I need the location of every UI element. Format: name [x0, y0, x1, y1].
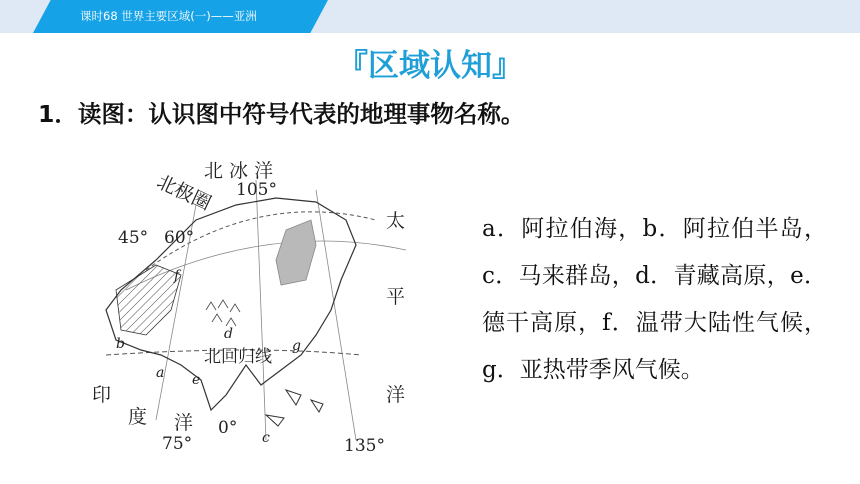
label-pacific-1: 太 [386, 210, 406, 232]
label-arctic-circle: 北极圈 [153, 170, 215, 215]
section-heading: 『区域认知』 [337, 48, 523, 84]
label-pacific-3: 洋 [386, 384, 406, 406]
label-point-f: f [174, 268, 180, 284]
label-indian-2: 度 [128, 406, 148, 428]
label-lat-0: 0° [218, 418, 238, 438]
label-indian-3: 洋 [174, 412, 194, 434]
mountain-symbols [206, 300, 240, 326]
label-point-a: a [156, 365, 165, 381]
grey-region [276, 220, 316, 285]
label-lon-45: 45° [118, 228, 149, 248]
label-point-e: e [192, 372, 201, 388]
label-lon-105: 105° [236, 180, 277, 200]
label-pacific-2: 平 [386, 286, 406, 308]
label-point-d: d [224, 326, 233, 342]
island-shape [266, 390, 323, 426]
lesson-title: 课时68 世界主要区域(一)——亚洲 [80, 9, 257, 23]
label-point-g: g [292, 338, 301, 354]
label-lon-75: 75° [162, 434, 193, 454]
graticule-line [256, 180, 266, 440]
answer-text: a．阿拉伯海，b．阿拉伯半岛，c．马来群岛，d．青藏高原，e．德干高原，f．温带大陆性气候，g．亚热带季风气候。 [482, 216, 827, 383]
label-indian-1: 印 [92, 384, 112, 406]
question-text: 1．读图：认识图中符号代表的地理事物名称。 [38, 100, 525, 128]
hatched-region [116, 265, 181, 335]
label-arctic-ocean: 北 冰 洋 [204, 160, 274, 182]
label-point-c: c [262, 430, 270, 446]
label-tropic: 北回归线 [204, 347, 272, 367]
asia-map [86, 150, 426, 460]
label-lon-135: 135° [344, 436, 385, 456]
graticule-line [316, 190, 356, 440]
label-lat-60: 60° [164, 228, 195, 248]
label-point-b: b [116, 336, 125, 352]
